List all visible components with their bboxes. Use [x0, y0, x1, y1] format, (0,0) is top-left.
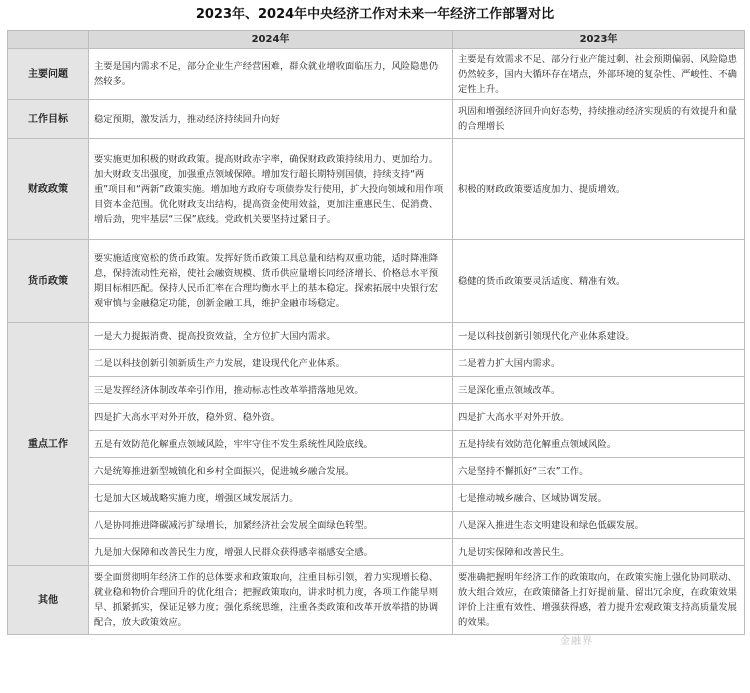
column-header-2024: 2024年 [89, 31, 453, 49]
row-other [8, 566, 745, 635]
row-label-main-issues: 主要问题 [8, 49, 89, 100]
comparison-table [7, 30, 745, 635]
key-task-row [8, 350, 745, 377]
key-task-2023: 五是持续有效防范化解重点领域风险。 [453, 431, 745, 458]
header-row [8, 31, 745, 49]
row-fiscal-policy [8, 139, 745, 240]
row-label-other: 其他 [8, 566, 89, 635]
key-task-2023: 九是切实保障和改善民生。 [453, 539, 745, 566]
key-task-2024: 二是以科技创新引领新质生产力发展，建设现代化产业体系。 [89, 350, 453, 377]
cell-2024-other: 要全面贯彻明年经济工作的总体要求和政策取向，注重目标引领，着力实现增长稳、就业稳和物价合理回升的优化组合；把握政策取向，讲求时机力度，各项工作能早则早、抓紧抓实，保证足够力度；强化系统思维，注重各类政策和改革开放举措的协调配合，放大政策效应。 [89, 566, 453, 635]
row-label-fiscal-policy: 财政政策 [8, 139, 89, 240]
key-task-2024: 四是扩大高水平对外开放，稳外贸、稳外资。 [89, 404, 453, 431]
row-label-monetary-policy: 货币政策 [8, 240, 89, 323]
cell-2023-fiscal-policy: 积极的财政政策要适度加力、提质增效。 [453, 139, 745, 240]
key-task-2024: 五是有效防范化解重点领域风险，牢牢守住不发生系统性风险底线。 [89, 431, 453, 458]
key-task-row [8, 539, 745, 566]
row-work-goals [8, 100, 745, 139]
key-task-2023: 六是坚持不懈抓好“三农”工作。 [453, 458, 745, 485]
key-task-2023: 二是着力扩大国内需求。 [453, 350, 745, 377]
row-main-issues [8, 49, 745, 100]
row-label-work-goals: 工作目标 [8, 100, 89, 139]
cell-2023-work-goals: 巩固和增强经济回升向好态势，持续推动经济实现质的有效提升和量的合理增长 [453, 100, 745, 139]
key-task-2023: 七是推动城乡融合、区域协调发展。 [453, 485, 745, 512]
row-label-key-tasks: 重点工作 [8, 323, 89, 566]
key-task-2023: 三是深化重点领域改革。 [453, 377, 745, 404]
key-task-row [8, 431, 745, 458]
key-task-row [8, 458, 745, 485]
cell-2024-work-goals: 稳定预期，激发活力，推动经济持续回升向好 [89, 100, 453, 139]
key-task-2024: 三是发挥经济体制改革牵引作用，推动标志性改革举措落地见效。 [89, 377, 453, 404]
cell-2023-monetary-policy: 稳健的货币政策要灵活适度、精准有效。 [453, 240, 745, 323]
cell-2023-main-issues: 主要是有效需求不足、部分行业产能过剩、社会预期偏弱、风险隐患仍然较多，国内大循环存在堵点，外部环境的复杂性、严峻性、不确定性上升。 [453, 49, 745, 100]
key-task-row [8, 323, 745, 350]
key-task-row [8, 512, 745, 539]
cell-2024-fiscal-policy: 要实施更加积极的财政政策。提高财政赤字率，确保财政政策持续用力、更加给力。加大财政支出强度，加强重点领域保障。增加发行超长期特别国债，持续支持“两重”项目和“两新”政策实施。增加地方政府专项债券发行使用，扩大投向领域和用作项目资本金范围。优化财政支出结构，提高资金使用效益，更加注重惠民生、促消费、增后劲，兜牢基层“三保”底线。党政机关要坚持过紧日子。 [89, 139, 453, 240]
key-task-2024: 一是大力提振消费、提高投资效益，全方位扩大国内需求。 [89, 323, 453, 350]
key-task-row [8, 404, 745, 431]
header-corner [8, 31, 89, 49]
key-task-2024: 九是加大保障和改善民生力度，增强人民群众获得感幸福感安全感。 [89, 539, 453, 566]
row-monetary-policy [8, 240, 745, 323]
key-task-2023: 八是深入推进生态文明建设和绿色低碳发展。 [453, 512, 745, 539]
key-task-row [8, 485, 745, 512]
cell-2024-main-issues: 主要是国内需求不足，部分企业生产经营困难，群众就业增收面临压力，风险隐患仍然较多。 [89, 49, 453, 100]
cell-2023-other: 要准确把握明年经济工作的政策取向，在政策实施上强化协同联动、放大组合效应，在政策储备上打好提前量、留出冗余度，在政策效果评价上注重有效性、增强获得感，着力提升宏观政策支持高质量发展的效果。 [453, 566, 745, 635]
key-task-2024: 八是协同推进降碳减污扩绿增长，加紧经济社会发展全面绿色转型。 [89, 512, 453, 539]
watermark: 金融界 [560, 636, 593, 647]
key-task-2024: 六是统筹推进新型城镇化和乡村全面振兴，促进城乡融合发展。 [89, 458, 453, 485]
key-task-2023: 四是扩大高水平对外开放。 [453, 404, 745, 431]
key-task-2023: 一是以科技创新引领现代化产业体系建设。 [453, 323, 745, 350]
key-task-2024: 七是加大区域战略实施力度，增强区域发展活力。 [89, 485, 453, 512]
page-title: 2023年、2024年中央经济工作对未来一年经济工作部署对比 [195, 7, 555, 22]
column-header-2023: 2023年 [453, 31, 745, 49]
cell-2024-monetary-policy: 要实施适度宽松的货币政策。发挥好货币政策工具总量和结构双重功能，适时降准降息，保持流动性充裕，使社会融资规模、货币供应量增长同经济增长、价格总水平预期目标相匹配。保持人民币汇率在合理均衡水平上的基本稳定。探索拓展中央银行宏观审慎与金融稳定功能，创新金融工具，维护金融市场稳定。 [89, 240, 453, 323]
key-task-row [8, 377, 745, 404]
